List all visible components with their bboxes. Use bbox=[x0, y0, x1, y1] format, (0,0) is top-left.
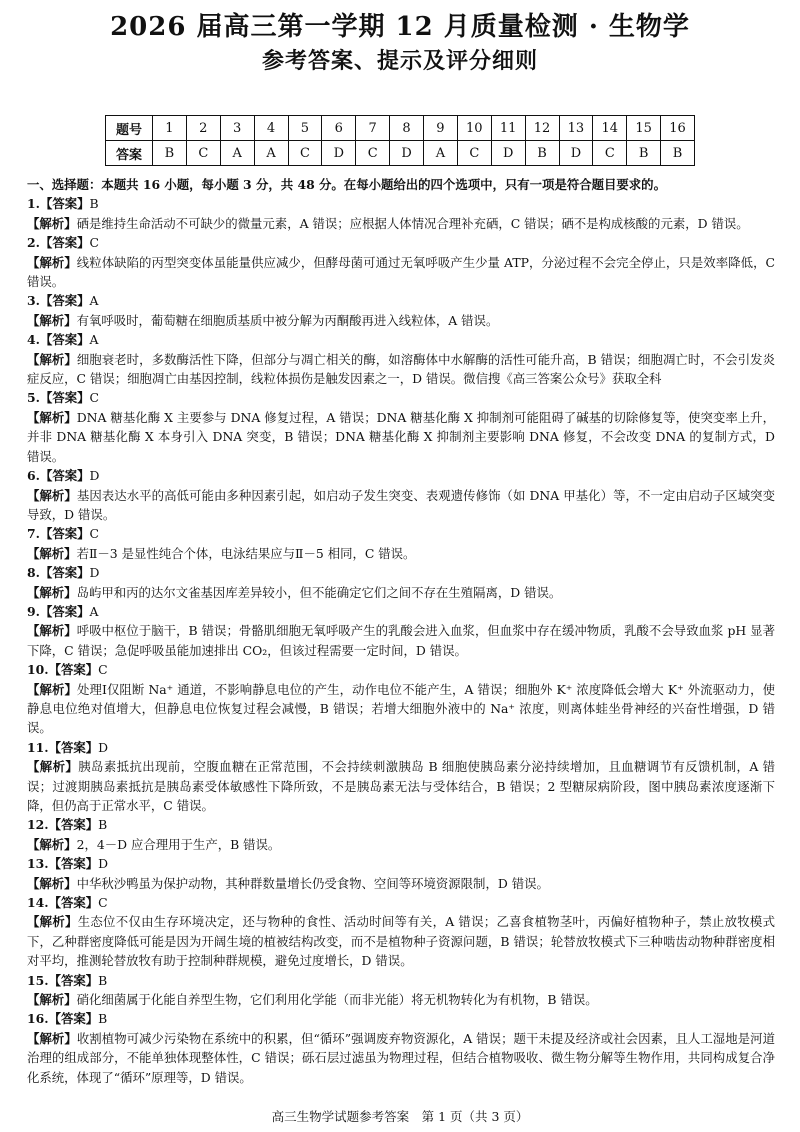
question-block bbox=[27, 194, 775, 233]
question-block bbox=[27, 563, 775, 602]
answer-line bbox=[27, 893, 775, 912]
answer-cell: B bbox=[525, 141, 559, 166]
answer-cell: C bbox=[356, 141, 390, 166]
explanation-text: 硒是维持生命活动不可缺少的微量元素，A 错误；应根据人体情况合理补充硒，C 错误；硒不是构成核酸的元素，D 错误。 bbox=[76, 215, 749, 231]
explanation-paragraph bbox=[27, 544, 775, 563]
answer-cell: D bbox=[559, 141, 593, 166]
explanation-text: 生态位不仅由生存环境决定，还与物种的食性、活动时间等有关，A 错误；乙喜食植物茎叶，丙偏好植物种子，禁止放牧模式下，乙种群密度降低可能是因为开阔生境的植被结构改变，而不是植物种子资源问题，B 错误；轮替放牧模式下三种啮齿动物种群密度相对平均，推测轮替放牧有助于控制种群规模，避免过度增长，D 错误。 bbox=[27, 914, 776, 969]
explanation-text: 胰岛素抵抗出现前，空腹血糖在正常范围，不会持续刺激胰岛 B 细胞使胰岛素分泌持续增加，且血糖调节有反馈机制，A 错误；过渡期胰岛素抵抗是胰岛素受体敏感性下降所致，不是胰岛素无法与受体结合，B 错误；2 型糖尿病阶段，图中胰岛素浓度逐渐下降，但仍高于正常水平，C 错误。 bbox=[27, 759, 776, 813]
explanation-text: DNA 糖基化酶 X 主要参与 DNA 修复过程，A 错误；DNA 糖基化酶 X 抑制剂可能阻碍了碱基的切除修复等，使突变率上升，并非 DNA 糖基化酶 X 本身引入 DNA 突变，B 错误；DNA 糖基化酶 X 抑制剂主要影响 DNA 修复，不会改变 DNA 的复制方式，D 错误。 bbox=[27, 409, 775, 464]
answer-cell: C bbox=[457, 141, 491, 166]
page-title: 2026 届高三第一学期 12 月质量检测 · 生物学 bbox=[110, 12, 690, 42]
explanations-section bbox=[27, 175, 775, 1087]
explanation-paragraph bbox=[27, 583, 775, 602]
answer-line bbox=[27, 563, 775, 582]
answer-tag: 【答案】 bbox=[39, 565, 90, 581]
explanation-paragraph bbox=[27, 912, 775, 970]
answer-tag: 【答案】 bbox=[39, 468, 90, 484]
question-number: 13. bbox=[27, 856, 49, 872]
question-number-cell: 5 bbox=[288, 116, 322, 141]
question-number-cell: 12 bbox=[525, 116, 559, 141]
explanation-text: 若Ⅱ－3 是显性纯合个体，电泳结果应与Ⅱ－5 相同，C 错误。 bbox=[76, 545, 416, 561]
question-block bbox=[27, 524, 775, 563]
explanation-paragraph bbox=[27, 835, 775, 854]
answer-line bbox=[27, 330, 775, 349]
question-number: 7. bbox=[27, 526, 40, 542]
answer-line bbox=[27, 524, 775, 543]
answer-tag: 【答案】 bbox=[48, 972, 99, 988]
explanation-paragraph bbox=[27, 311, 775, 330]
answer-cell: B bbox=[153, 141, 187, 166]
answer-tag: 【答案】 bbox=[39, 332, 90, 348]
question-number-cell: 6 bbox=[322, 116, 356, 141]
answer-tag: 【答案】 bbox=[48, 1011, 99, 1027]
question-number: 15. bbox=[27, 972, 49, 988]
question-number: 1. bbox=[27, 196, 40, 212]
answer-tag: 【答案】 bbox=[39, 390, 90, 406]
answer-line bbox=[27, 971, 775, 990]
answer-value: D bbox=[98, 856, 109, 872]
explanation-text: 硝化细菌属于化能自养型生物，它们利用化学能（而非光能）将无机物转化为有机物，B 错误。 bbox=[76, 992, 598, 1008]
explanation-tag: 【解析】 bbox=[27, 759, 79, 775]
answer-tag: 【答案】 bbox=[39, 293, 90, 309]
explanation-text: 基因表达水平的高低可能由多种因素引起，如启动子发生突变、表观遗传修饰（如 DNA 甲基化）等，不一定由启动子区域突变导致，D 错误。 bbox=[27, 487, 776, 522]
answer-row bbox=[106, 141, 695, 166]
explanation-paragraph bbox=[27, 1029, 775, 1087]
answer-tag: 【答案】 bbox=[39, 526, 90, 542]
question-block bbox=[27, 602, 775, 660]
question-number-cell: 15 bbox=[627, 116, 661, 141]
explanation-paragraph bbox=[27, 680, 775, 738]
answer-cell: A bbox=[424, 141, 458, 166]
explanation-text: 岛屿甲和丙的达尔文雀基因库差异较小，但不能确定它们之间不存在生殖隔离，D 错误。 bbox=[76, 584, 562, 600]
explanation-tag: 【解析】 bbox=[27, 487, 77, 503]
answer-line bbox=[27, 602, 775, 621]
explanation-paragraph bbox=[27, 757, 775, 815]
explanation-paragraph bbox=[27, 990, 775, 1009]
explanation-text: 有氧呼吸时，葡萄糖在细胞质基质中被分解为丙酮酸再进入线粒体，A 错误。 bbox=[76, 312, 499, 328]
explanation-text: 线粒体缺陷的丙型突变体虽能量供应减少，但酵母菌可通过无氧呼吸产生少量 ATP，分泌过程不会完全停止，只是效率降低，C 错误。 bbox=[27, 254, 775, 290]
question-number-cell: 2 bbox=[186, 116, 220, 141]
answer-tag: 【答案】 bbox=[48, 817, 99, 833]
answer-cell: A bbox=[220, 141, 254, 166]
answer-line bbox=[27, 466, 775, 485]
answer-tag: 【答案】 bbox=[48, 895, 99, 911]
answer-tag: 【答案】 bbox=[39, 196, 90, 212]
answer-value: C bbox=[98, 662, 108, 678]
answer-line bbox=[27, 233, 775, 252]
answer-value: D bbox=[89, 468, 100, 484]
row-label-question-number: 题号 bbox=[106, 116, 153, 141]
explanation-tag: 【解析】 bbox=[27, 409, 77, 425]
question-number-cell: 1 bbox=[153, 116, 187, 141]
answer-tag: 【答案】 bbox=[48, 856, 99, 872]
answer-cell: D bbox=[322, 141, 356, 166]
explanation-tag: 【解析】 bbox=[27, 914, 78, 930]
explanation-tag: 【解析】 bbox=[27, 875, 77, 891]
question-number: 2. bbox=[27, 235, 40, 251]
answer-line bbox=[27, 660, 775, 679]
question-block bbox=[27, 388, 775, 466]
explanation-paragraph bbox=[27, 214, 775, 233]
question-number: 5. bbox=[27, 390, 40, 406]
answer-cell: D bbox=[491, 141, 525, 166]
question-number: 14. bbox=[27, 895, 49, 911]
answer-value: C bbox=[89, 390, 99, 406]
explanation-text: 中华秋沙鸭虽为保护动物，其种群数量增长仍受食物、空间等环境资源限制，D 错误。 bbox=[76, 875, 549, 891]
answer-value: B bbox=[98, 1011, 108, 1027]
answer-value: D bbox=[98, 739, 109, 755]
question-block bbox=[27, 971, 775, 1010]
question-number: 12. bbox=[27, 817, 49, 833]
answer-line bbox=[27, 388, 775, 407]
answer-line bbox=[27, 854, 775, 873]
explanation-tag: 【解析】 bbox=[27, 312, 77, 328]
explanation-text: 2，4－D 应合理用于生产，B 错误。 bbox=[76, 836, 281, 852]
question-number: 3. bbox=[27, 293, 40, 309]
question-number-cell: 11 bbox=[491, 116, 525, 141]
question-number-cell: 8 bbox=[390, 116, 424, 141]
question-block bbox=[27, 660, 775, 738]
answer-tag: 【答案】 bbox=[48, 739, 99, 755]
question-number: 10. bbox=[27, 662, 49, 678]
question-number-cell: 4 bbox=[254, 116, 288, 141]
explanation-tag: 【解析】 bbox=[27, 992, 77, 1008]
explanation-text: 处理Ⅰ仅阻断 Na⁺ 通道，不影响静息电位的产生，动作电位不能产生，A 错误；细胞外 K⁺ 浓度降低会增大 K⁺ 外流驱动力，使静息电位绝对值增大，但静息电位恢复过程会减慢，B 错误；若增大细胞外液中的 Na⁺ 浓度，则离体蛙坐骨神经的兴奋性增强，D 错误。 bbox=[27, 681, 775, 736]
question-block bbox=[27, 854, 775, 893]
answer-line bbox=[27, 815, 775, 834]
page-footer: 高三生物学试题参考答案 第 1 页（共 3 页） bbox=[271, 1109, 529, 1124]
question-number-cell: 16 bbox=[661, 116, 695, 141]
question-number-cell: 13 bbox=[559, 116, 593, 141]
answer-cell: C bbox=[593, 141, 627, 166]
answer-cell: A bbox=[254, 141, 288, 166]
answer-line bbox=[27, 194, 775, 213]
answer-cell: B bbox=[661, 141, 695, 166]
question-block bbox=[27, 330, 775, 388]
explanation-paragraph bbox=[27, 486, 775, 525]
question-block bbox=[27, 1009, 775, 1087]
answer-value: B bbox=[98, 972, 108, 988]
question-number-cell: 3 bbox=[220, 116, 254, 141]
section-heading: 一、选择题：本题共 16 小题，每小题 3 分，共 48 分。在每小题给出的四个选项中，只有一项是符合题目要求的。 bbox=[27, 177, 666, 192]
explanation-tag: 【解析】 bbox=[27, 215, 77, 231]
answer-cell: C bbox=[186, 141, 220, 166]
answer-cell: D bbox=[390, 141, 424, 166]
explanation-text: 细胞衰老时，多数酶活性下降，但部分与凋亡相关的酶，如溶酶体中水解酶的活性可能升高，B 错误；细胞凋亡时，不会引发炎症反应，C 错误；细胞凋亡由基因控制，线粒体损伤是触发因素之一，D 错误。微信搜《高三答案公众号》获取全科 bbox=[27, 351, 775, 387]
answer-value: B bbox=[98, 817, 108, 833]
answer-value: A bbox=[89, 293, 99, 309]
answer-value: C bbox=[98, 895, 108, 911]
question-number-row bbox=[106, 116, 695, 141]
question-number-cell: 14 bbox=[593, 116, 627, 141]
question-block bbox=[27, 738, 775, 816]
explanation-tag: 【解析】 bbox=[27, 836, 77, 852]
explanation-tag: 【解析】 bbox=[27, 351, 77, 367]
explanation-tag: 【解析】 bbox=[27, 584, 77, 600]
page-subtitle: 参考答案、提示及评分细则 bbox=[261, 48, 538, 74]
explanation-tag: 【解析】 bbox=[27, 1030, 77, 1046]
answer-line bbox=[27, 291, 775, 310]
answer-tag: 【答案】 bbox=[48, 662, 99, 678]
question-number-cell: 9 bbox=[424, 116, 458, 141]
explanation-paragraph bbox=[27, 253, 775, 292]
answer-value: A bbox=[89, 332, 99, 348]
question-number: 4. bbox=[27, 332, 40, 348]
answer-value: C bbox=[89, 526, 99, 542]
question-block bbox=[27, 893, 775, 971]
question-number: 6. bbox=[27, 468, 40, 484]
question-number: 11. bbox=[27, 739, 49, 755]
answer-cell: B bbox=[627, 141, 661, 166]
explanation-tag: 【解析】 bbox=[27, 623, 77, 639]
question-block bbox=[27, 815, 775, 854]
explanation-text: 呼吸中枢位于脑干，B 错误；骨骼肌细胞无氧呼吸产生的乳酸会进入血浆，但血浆中存在缓冲物质，乳酸不会导致血浆 pH 显著下降，C 错误；急促呼吸虽能加速排出 CO₂，但该过程需要一定时间，D 错误。 bbox=[27, 623, 775, 658]
answer-table bbox=[105, 115, 695, 166]
explanation-tag: 【解析】 bbox=[27, 545, 77, 561]
explanation-paragraph bbox=[27, 408, 775, 466]
question-number-cell: 10 bbox=[457, 116, 491, 141]
answer-cell: C bbox=[288, 141, 322, 166]
question-number-cell: 7 bbox=[356, 116, 390, 141]
answer-tag: 【答案】 bbox=[39, 235, 90, 251]
answer-line bbox=[27, 1009, 775, 1028]
question-number: 8. bbox=[27, 565, 40, 581]
answer-tag: 【答案】 bbox=[39, 603, 90, 619]
explanation-tag: 【解析】 bbox=[27, 254, 77, 270]
explanation-paragraph bbox=[27, 350, 775, 389]
answer-line bbox=[27, 738, 775, 757]
explanation-text: 收割植物可减少污染物在系统中的积累，但“循环”强调废弃物资源化，A 错误；题干未提及经济或社会因素，且人工湿地是河道治理的组成部分，不能单独体现整体性，C 错误；砾石层过滤虽为物理过程，但结合植物吸收、微生物分解等生物作用，共同构成复合净化系统，体现了“循环”原理等，D 错误。 bbox=[27, 1030, 776, 1085]
explanation-paragraph bbox=[27, 874, 775, 893]
question-number: 16. bbox=[27, 1011, 49, 1027]
question-number: 9. bbox=[27, 603, 40, 619]
question-block bbox=[27, 291, 775, 330]
row-label-answer: 答案 bbox=[106, 141, 153, 166]
question-block bbox=[27, 233, 775, 291]
explanation-paragraph bbox=[27, 621, 775, 660]
answer-value: B bbox=[89, 196, 99, 212]
explanation-tag: 【解析】 bbox=[27, 681, 77, 697]
answer-value: D bbox=[89, 565, 100, 581]
answer-value: C bbox=[89, 235, 99, 251]
question-block bbox=[27, 466, 775, 524]
answer-value: A bbox=[89, 603, 99, 619]
